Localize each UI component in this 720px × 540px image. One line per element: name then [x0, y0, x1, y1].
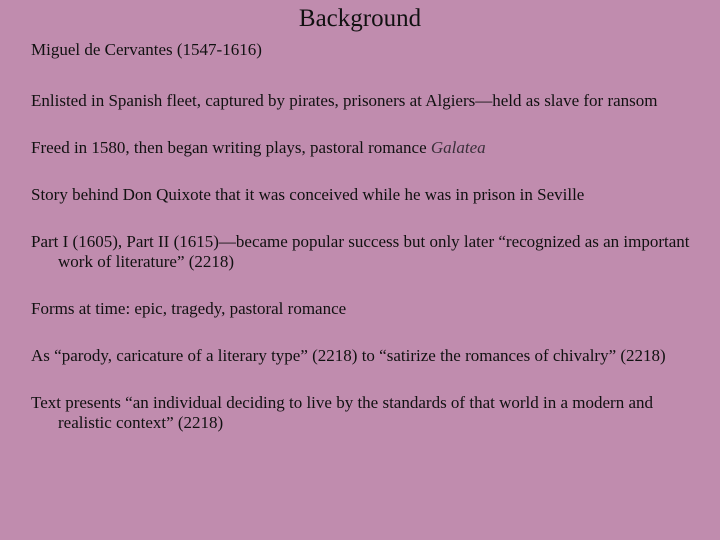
slide-title: Background	[298, 5, 422, 32]
bullet-text: Miguel de Cervantes (1547-1616)	[31, 40, 262, 59]
bullet-item	[31, 40, 701, 60]
bullet-item	[31, 299, 701, 319]
bullet-text: As “parody, caricature of a literary type” (2218) to “satirize the romances of chivalry” (2218)	[31, 346, 666, 365]
bullet-item	[31, 138, 701, 158]
bullet-item	[31, 232, 701, 272]
bullet-item	[31, 346, 701, 366]
bullet-text: Story behind Don Quixote that it was conceived while he was in prison in Seville	[31, 185, 585, 204]
bullet-item	[31, 393, 701, 433]
bullet-list	[31, 40, 701, 460]
bullet-item	[31, 91, 701, 111]
work-title-galatea: Galatea	[430, 138, 486, 157]
bullet-text: Forms at time: epic, tragedy, pastoral romance	[31, 299, 347, 318]
bullet-item	[31, 185, 701, 205]
bullet-text: Text presents “an individual deciding to live by the standards of that world in a modern and realistic context” (2218)	[31, 393, 653, 432]
bullet-text: Part I (1605), Part II (1615)—became popular success but only later “recognized as an important work of literature” (2218)	[31, 232, 690, 271]
bullet-text: Freed in 1580, then began writing plays, pastoral romance	[31, 138, 431, 157]
bullet-text: Enlisted in Spanish fleet, captured by pirates, prisoners at Algiers—held as slave for ransom	[31, 91, 658, 110]
